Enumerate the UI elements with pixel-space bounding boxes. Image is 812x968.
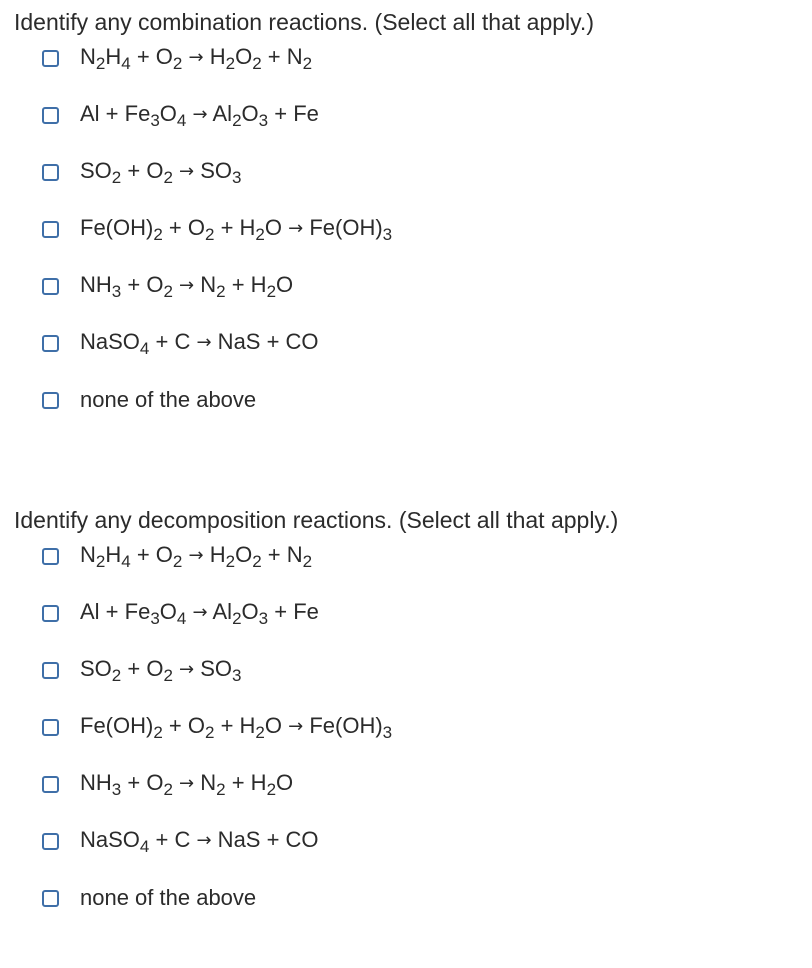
option-label: none of the above	[80, 885, 257, 910]
option-item[interactable]	[42, 383, 256, 417]
option-label: $NH_3 + O_2 \to N_2 + H_2O$	[80, 770, 294, 799]
option-label: NaSO$_4$ + C → NaS + CO	[80, 827, 319, 856]
checkbox[interactable]	[42, 221, 59, 238]
checkbox[interactable]	[42, 164, 59, 181]
checkbox[interactable]	[42, 662, 59, 679]
option-item[interactable]	[42, 326, 319, 360]
option-label: $SO_2 + O_2 \to SO_3$	[80, 656, 242, 685]
option-item[interactable]	[42, 596, 319, 630]
option-item[interactable]	[42, 653, 242, 687]
option-label: $SO_2 + O_2 \to SO_3$	[80, 158, 242, 187]
checkbox[interactable]	[42, 50, 59, 67]
checkbox[interactable]	[42, 719, 59, 736]
option-label: $NH_3 + O_2 \to N_2 + H_2O$	[80, 272, 294, 301]
checkbox[interactable]	[42, 107, 59, 124]
option-item[interactable]	[42, 767, 293, 801]
options-list	[0, 498, 812, 928]
question-prompt: Identify any decomposition reactions. (Select all that apply.)	[14, 507, 619, 533]
option-label: $N_2H_4 + O_2 \to H_2O_2 + N_2$	[80, 44, 313, 73]
option-label: NaSO$_4$ + C → NaS + CO	[80, 329, 319, 358]
option-item[interactable]	[42, 881, 256, 915]
options-list	[0, 0, 812, 430]
checkbox[interactable]	[42, 335, 59, 352]
option-item[interactable]	[42, 710, 392, 744]
checkbox[interactable]	[42, 605, 59, 622]
option-item[interactable]	[42, 41, 312, 75]
option-label: $Al + Fe_3O_4 \to Al_2O_3 + Fe$	[80, 101, 319, 130]
option-label: $N_2H_4 + O_2 \to H_2O_2 + N_2$	[80, 542, 313, 571]
option-label: none of the above	[80, 387, 257, 412]
option-item[interactable]	[42, 539, 312, 573]
checkbox[interactable]	[42, 392, 59, 409]
checkbox[interactable]	[42, 776, 59, 793]
option-label: $Fe(OH)_2 + O_2 + H_2O \to Fe(OH)_3$	[80, 713, 393, 742]
checkbox[interactable]	[42, 278, 59, 295]
option-item[interactable]	[42, 155, 242, 189]
checkbox[interactable]	[42, 548, 59, 565]
option-label: $Al + Fe_3O_4 \to Al_2O_3 + Fe$	[80, 599, 319, 628]
option-label: $Fe(OH)_2 + O_2 + H_2O \to Fe(OH)_3$	[80, 215, 393, 244]
option-item[interactable]	[42, 824, 319, 858]
question-prompt: Identify any combination reactions. (Select all that apply.)	[14, 9, 594, 35]
option-item[interactable]	[42, 212, 392, 246]
option-item[interactable]	[42, 98, 319, 132]
checkbox[interactable]	[42, 833, 59, 850]
option-item[interactable]	[42, 269, 293, 303]
checkbox[interactable]	[42, 890, 59, 907]
